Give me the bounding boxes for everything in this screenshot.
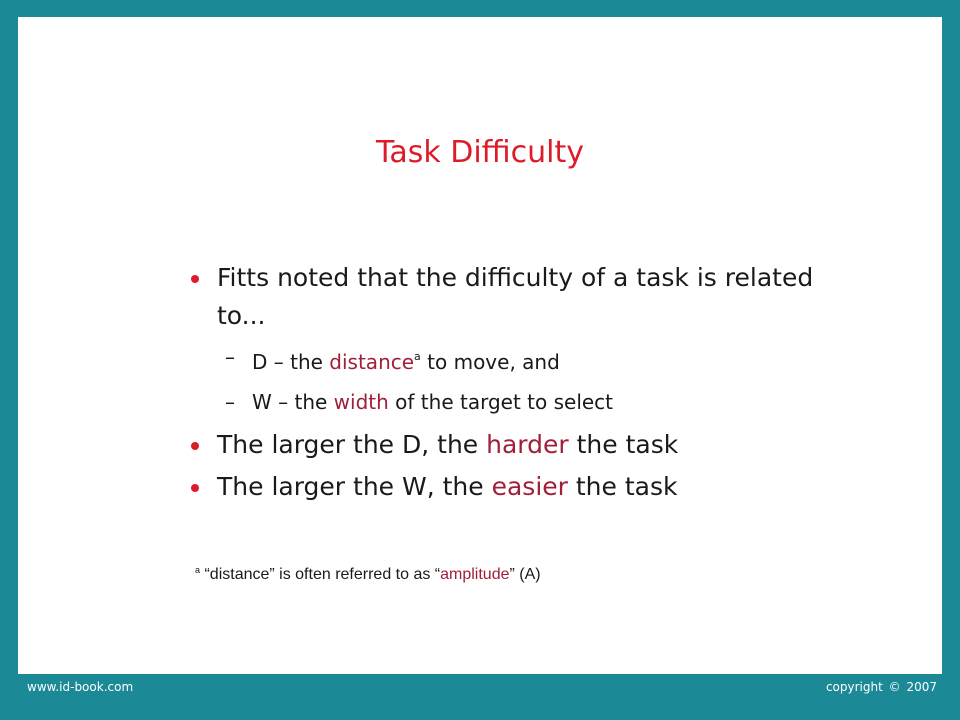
bullet-prefix: The larger the D, the bbox=[217, 430, 487, 459]
copyright-icon: © bbox=[888, 680, 901, 694]
sub-bullet-item bbox=[217, 337, 829, 382]
copyright-year: 2007 bbox=[906, 680, 937, 694]
highlight-easier: easier bbox=[491, 472, 568, 501]
bullet-dot-icon bbox=[191, 275, 199, 283]
dash-icon: – bbox=[225, 345, 235, 369]
bullet-list bbox=[189, 259, 829, 510]
dash-icon: – bbox=[225, 390, 235, 414]
bullet-item bbox=[189, 426, 829, 464]
copyright-label: copyright bbox=[825, 680, 883, 694]
highlight-harder: harder bbox=[486, 430, 569, 459]
bullet-dot-icon bbox=[191, 484, 199, 492]
footer-bar bbox=[0, 674, 960, 720]
sub-bullet-prefix: W – the bbox=[252, 390, 334, 414]
footer-url[interactable]: www.id-book.com bbox=[27, 680, 134, 694]
slide-title: Task Difficulty bbox=[375, 135, 585, 170]
bullet-item bbox=[189, 259, 829, 422]
highlight-width: width bbox=[333, 390, 389, 414]
bullet-prefix: The larger the W, the bbox=[217, 472, 492, 501]
slide-canvas bbox=[18, 17, 942, 674]
bullet-text: Fitts noted that the difficulty of a task is related to... bbox=[217, 263, 814, 330]
sub-bullet-suffix: to move, and bbox=[420, 350, 560, 374]
bullet-dot-icon bbox=[191, 442, 199, 450]
footnote-prefix: “distance” is often referred to as “ bbox=[200, 566, 441, 583]
bullet-suffix: the task bbox=[567, 472, 678, 501]
sub-bullet-prefix: D – the bbox=[252, 350, 330, 374]
sub-bullet-list bbox=[217, 337, 829, 422]
bullet-item bbox=[189, 468, 829, 506]
footer-copyright bbox=[826, 680, 937, 694]
footnote-marker: a bbox=[195, 565, 201, 575]
sub-bullet-item bbox=[217, 382, 829, 422]
sub-bullet-suffix: of the target to select bbox=[388, 390, 614, 414]
footnote bbox=[195, 565, 541, 584]
highlight-amplitude: amplitude bbox=[440, 566, 510, 583]
bullet-suffix: the task bbox=[568, 430, 679, 459]
footnote-marker: a bbox=[414, 350, 421, 363]
highlight-distance: distance bbox=[329, 350, 415, 374]
footnote-suffix: ” (A) bbox=[509, 566, 541, 583]
